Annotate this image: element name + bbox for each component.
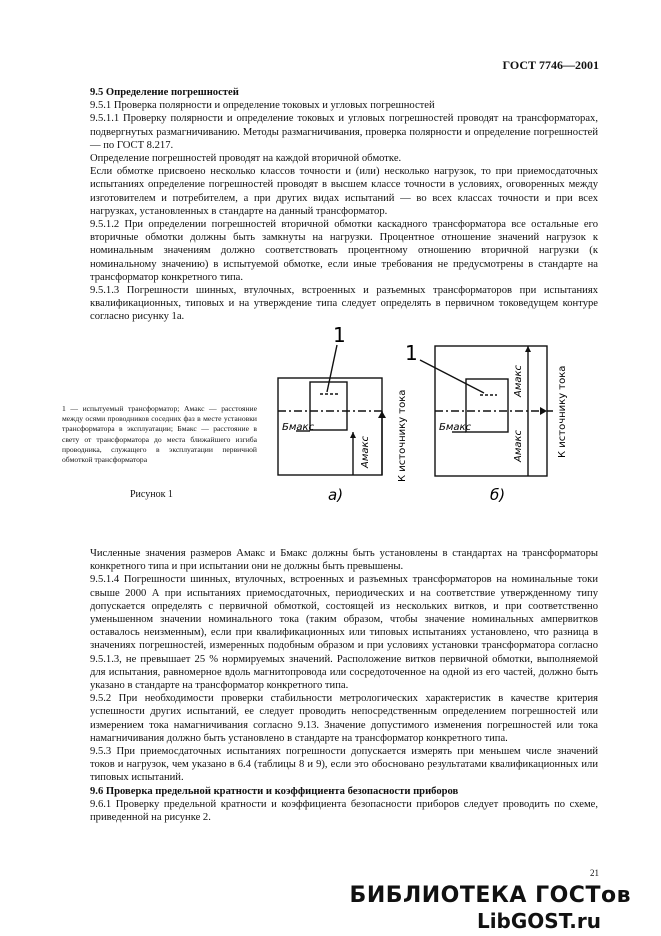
paragraph: Если обмотке присвоено несколько классов точности и (или) несколько нагрузок, то при приемосдаточных испытаниях определение погрешностей проводят в высшем классе точности в условиях, оговоренных между изготовителем и потребителем, а при других видах испытаний — во всех классах точности и при всех нагрузках, установленных в стандарте на данный трансформатор. bbox=[90, 166, 598, 217]
label-dim-a-a: Амакс bbox=[360, 435, 371, 468]
label-source-b: К источнику тока bbox=[557, 365, 568, 458]
label-b: б) bbox=[490, 486, 506, 504]
paragraph: 9.5.1.4 Погрешности шинных, втулочных, встроенных и разъемных трансформаторов на номинальные токи свыше 2000 А при испытаниях приемосдаточных, периодических и на соответствие утвержденному типу допускается определять с первичной обмоткой, состоящей из нескольких витков, и при соответственно уменьшенном значении номинального тока (таким образом, чтобы значение номинальных ампервитков оставалось неизменным), если при квалификационных или типовых испытаниях установлено, что разница в значениях погрешностей, измеренных подобным образом и при условиях установки трансформатора согласно 9.5.1.3, не превышает 25 % нормируемых значений. Расположение витков первичной обмотки, выполняемой для испытания, равномерное вдоль магнитопровода или сосредоточенное на одной из его частей, должно быть указано в стандарте на трансформатор конкретного типа. bbox=[90, 574, 598, 692]
figure-legend: 1 — испытуемый трансформатор; Aмакс — расстояние между осями проводников соседних фаз в месте установки трансформатора в эксплуатации; Бмакс — расстояние в свету от трансформатора до места ближайшего изгиба проводника, служащего в эксплуатации первичной обмоткой трансформатора bbox=[62, 404, 257, 465]
section-heading: 9.5 Определение погрешностей bbox=[90, 87, 239, 98]
label-a: а) bbox=[328, 486, 344, 504]
paragraph: 9.5.1 Проверка полярности и определение токовых и угловых погрешностей bbox=[90, 100, 435, 112]
paragraph: 9.5.1.1 Проверку полярности и определение токовых и угловых погрешностей проводят на трансформаторах, подвергнутых размагничиванию. Методы размагничивания, проверка полярности и определение погрешностей — по ГОСТ 8.217. bbox=[90, 113, 598, 151]
section-heading-9-6: 9.6 Проверка предельной кратности и коэффициента безопасности приборов bbox=[90, 785, 459, 797]
standard-number: ГОСТ 7746—2001 bbox=[502, 58, 599, 72]
site-watermark bbox=[350, 882, 631, 932]
label-dim-b-b: Бмакс bbox=[439, 422, 472, 433]
label-source-a: К источнику тока bbox=[397, 389, 408, 482]
watermark-line-2: LibGOST.ru bbox=[476, 909, 601, 933]
watermark-line-1: БИБЛИОТЕКА ГОСТов bbox=[349, 883, 631, 908]
label-dim-b-a: Бмакс bbox=[282, 422, 315, 433]
label-1-a: 1 bbox=[333, 323, 346, 347]
paragraph: 9.5.2 При необходимости проверки стабильности метрологических характеристик в качестве критерия успешности других испытаний, ее следует проводить непосредственным определением погрешностей или измерением тока намагничивания согласно 9.13. Значение допустимого изменения погрешностей или тока намагничивания должно быть установлено в стандарте на трансформатор конкретного типа. bbox=[90, 693, 598, 744]
label-dim-a-b-top: Амакс bbox=[513, 364, 524, 397]
paragraph: Определение погрешностей проводят на каждой вторичной обмотке. bbox=[90, 153, 402, 165]
paragraph: 9.6.1 Проверку предельной кратности и коэффициента безопасности приборов следует проводить по схеме, приведенной на рисунке 2. bbox=[90, 798, 598, 824]
figure-caption: Рисунок 1 bbox=[130, 489, 173, 500]
page-number: 21 bbox=[590, 868, 599, 878]
label-dim-a-b-bottom: Амакс bbox=[513, 429, 524, 462]
transformer-a bbox=[310, 382, 347, 430]
label-1-b: 1 bbox=[405, 341, 418, 365]
paragraph: Численные значения размеров Aмакс и Бмакс должны быть установлены в стандартах на трансформаторы конкретного типа и при испытании они не должны быть превышены. bbox=[90, 548, 598, 573]
paragraph: 9.5.1.2 При определении погрешностей вторичной обмотки каскадного трансформатора все остальные его вторичные обмотки должны быть замкнуты на нагрузки. Процентное отношение значений нагрузок к номинальным значениям должно соответствовать процентному отношению вторичной нагрузки (к номинальному значению) в испытуемой обмотке, если иные требования не предусмотрены в стандарте на трансформатор конкретного типа. bbox=[90, 219, 598, 283]
section-after-figure bbox=[90, 547, 598, 824]
paragraph: 9.5.3 При приемосдаточных испытаниях погрешности допускается измерять при меньшем числе значений токов и нагрузок, чем указано в 6.4 (таблицы 8 и 9), если это обосновано результатами квалификационных или типовых испытаний. bbox=[90, 746, 598, 784]
paragraph: 9.5.1.3 Погрешности шинных, втулочных, встроенных и разъемных трансформаторов при испытаниях квалификационных, типовых и на утверждение типа следует определять в первичном токоведущем контуре согласно рисунку 1а. bbox=[90, 285, 598, 323]
